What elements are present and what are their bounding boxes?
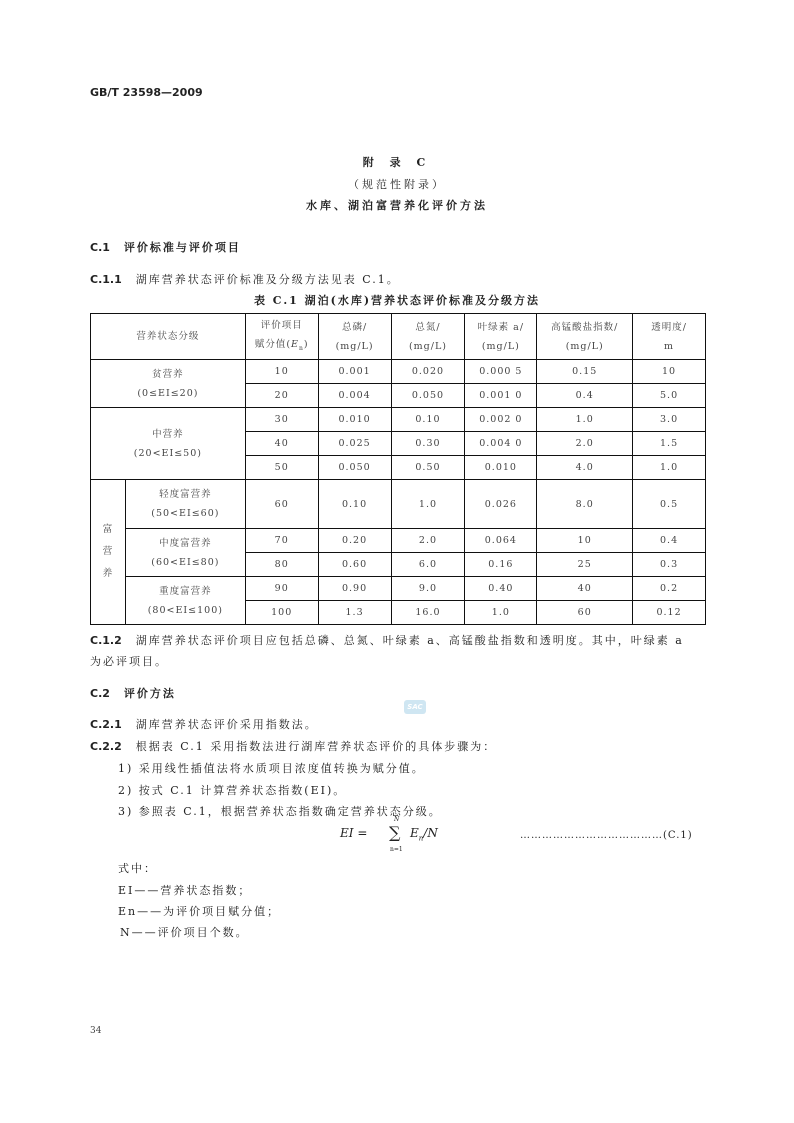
table-cell: 0.010 xyxy=(465,456,537,480)
table-cell: 10 xyxy=(537,529,633,553)
clause-c12-continued: 为必评项目。 xyxy=(90,655,168,668)
appendix-type: （规范性附录） xyxy=(348,178,446,191)
table-row xyxy=(91,577,706,601)
table-cell: 0.40 xyxy=(465,577,537,601)
standard-number: GB/T 23598—2009 xyxy=(90,86,203,99)
header-cell: 营养状态分级 xyxy=(91,314,246,360)
table-cell: 0.20 xyxy=(318,529,391,553)
header-cell: 评价项目 赋分值$(E_n)$ xyxy=(245,314,318,360)
clause-text: 湖库营养状态评价项目应包括总磷、总氮、叶绿素 a、高锰酸盐指数和透明度。其中，叶绿素 a xyxy=(135,634,684,647)
where-item: N——评价项目个数。 xyxy=(120,926,249,939)
table-header-row xyxy=(91,314,706,360)
section-number: C.1 xyxy=(90,241,110,254)
formula-lhs: EI = xyxy=(340,826,368,840)
table-cell: 60 xyxy=(537,601,633,625)
page-number: 34 xyxy=(90,1026,102,1036)
formula-rhs: $E_n/N$ xyxy=(410,826,438,843)
header-cell: 总磷/ (mg/L) xyxy=(318,314,391,360)
table-cell: 0.026 xyxy=(465,480,537,529)
clause-c12 xyxy=(90,632,684,648)
sigma-lower: n=1 xyxy=(390,846,403,853)
clause-c11 xyxy=(90,271,400,287)
table-cell: 0.004 xyxy=(318,384,391,408)
table-cell: 0.025 xyxy=(318,432,391,456)
table-cell: 0.10 xyxy=(318,480,391,529)
table-cell: 0.16 xyxy=(465,553,537,577)
section-title: 评价标准与评价项目 xyxy=(123,241,241,254)
table-cell: 20 xyxy=(245,384,318,408)
table-cell: 70 xyxy=(245,529,318,553)
table-cell: 1.0 xyxy=(465,601,537,625)
table-cell: 10 xyxy=(245,360,318,384)
trophic-status-table xyxy=(90,313,706,625)
step-item: 3) 参照表 C.1，根据营养状态指数确定营养状态分级。 xyxy=(118,805,442,818)
table-cell: 0.90 xyxy=(318,577,391,601)
sigma-symbol: ∑ xyxy=(389,823,401,842)
clause-c21 xyxy=(90,716,318,732)
section-number: C.2 xyxy=(90,687,110,700)
group-cell: 中营养 (20<EI≤50) xyxy=(91,408,246,480)
table-cell: 0.4 xyxy=(537,384,633,408)
table-cell: 0.15 xyxy=(537,360,633,384)
table-cell: 0.002 0 xyxy=(465,408,537,432)
table-caption: 表 C.1 湖泊(水库)营养状态评价标准及分级方法 xyxy=(253,294,541,307)
table-cell: 0.12 xyxy=(633,601,706,625)
table-cell: 3.0 xyxy=(633,408,706,432)
header-cell: 高锰酸盐指数/ (mg/L) xyxy=(537,314,633,360)
subgroup-cell: 轻度富营养 (50<EI≤60) xyxy=(125,480,245,529)
table-cell: 0.050 xyxy=(318,456,391,480)
where-item: EI——营养状态指数； xyxy=(118,884,252,897)
table-cell: 0.50 xyxy=(391,456,465,480)
table-cell: 0.010 xyxy=(318,408,391,432)
table-row xyxy=(91,480,706,529)
table-cell: 0.10 xyxy=(391,408,465,432)
table-cell: 0.30 xyxy=(391,432,465,456)
clause-text: 湖库营养状态评价采用指数法。 xyxy=(135,718,318,731)
table-cell: 0.001 0 xyxy=(465,384,537,408)
table-cell: 1.3 xyxy=(318,601,391,625)
clause-text: 湖库营养状态评价标准及分级方法见表 C.1。 xyxy=(135,273,400,286)
clause-text: 根据表 C.1 采用指数法进行湖库营养状态评价的具体步骤为： xyxy=(135,740,497,753)
table-cell: 1.5 xyxy=(633,432,706,456)
table-cell: 2.0 xyxy=(391,529,465,553)
table-cell: 10 xyxy=(633,360,706,384)
table-cell: 60 xyxy=(245,480,318,529)
table-cell: 0.3 xyxy=(633,553,706,577)
table-cell: 50 xyxy=(245,456,318,480)
table-row xyxy=(91,408,706,432)
table-cell: 40 xyxy=(245,432,318,456)
clause-number: C.1.2 xyxy=(90,634,122,647)
table-cell: 90 xyxy=(245,577,318,601)
table-row xyxy=(91,360,706,384)
where-item: En——为评价项目赋分值； xyxy=(118,905,281,918)
table-cell: 100 xyxy=(245,601,318,625)
section-c2-heading xyxy=(90,685,176,701)
table-cell: 80 xyxy=(245,553,318,577)
table-cell: 6.0 xyxy=(391,553,465,577)
table-cell: 0.000 5 xyxy=(465,360,537,384)
table-cell: 2.0 xyxy=(537,432,633,456)
table-cell: 0.050 xyxy=(391,384,465,408)
table-cell: 0.001 xyxy=(318,360,391,384)
group-cell: 贫营养 (0≤EI≤20) xyxy=(91,360,246,408)
table-cell: 8.0 xyxy=(537,480,633,529)
table-cell: 0.064 xyxy=(465,529,537,553)
table-cell: 30 xyxy=(245,408,318,432)
clause-c22 xyxy=(90,738,496,754)
table-cell: 16.0 xyxy=(391,601,465,625)
table-cell: 0.4 xyxy=(633,529,706,553)
table-cell: 5.0 xyxy=(633,384,706,408)
table-cell: 0.5 xyxy=(633,480,706,529)
clause-number: C.1.1 xyxy=(90,273,122,286)
table-cell: 0.2 xyxy=(633,577,706,601)
table-cell: 1.0 xyxy=(633,456,706,480)
equation-number: …………………………………(C.1) xyxy=(520,830,693,841)
section-title: 评价方法 xyxy=(123,687,176,700)
clause-number: C.2.2 xyxy=(90,740,122,753)
header-cell: 透明度/ m xyxy=(633,314,706,360)
clause-number: C.2.1 xyxy=(90,718,122,731)
sac-watermark: SAC xyxy=(404,700,426,714)
sigma-upper: N xyxy=(394,816,400,823)
section-c1-heading xyxy=(90,239,241,255)
appendix-name: 水库、湖泊富营养化评价方法 xyxy=(306,199,488,212)
subgroup-cell: 重度富营养 (80<EI≤100) xyxy=(125,577,245,625)
table-cell: 1.0 xyxy=(391,480,465,529)
table-cell: 0.60 xyxy=(318,553,391,577)
subgroup-cell: 中度富营养 (60<EI≤80) xyxy=(125,529,245,577)
appendix-title: 附 录 C xyxy=(362,156,432,169)
table-cell: 25 xyxy=(537,553,633,577)
table-cell: 40 xyxy=(537,577,633,601)
step-item: 1) 采用线性插值法将水质项目浓度值转换为赋分值。 xyxy=(118,762,425,775)
header-cell: 总氮/ (mg/L) xyxy=(391,314,465,360)
table-cell: 1.0 xyxy=(537,408,633,432)
where-label: 式中： xyxy=(118,862,157,875)
table-cell: 0.020 xyxy=(391,360,465,384)
header-cell: 叶绿素 a/ (mg/L) xyxy=(465,314,537,360)
group-cell-eutrophic: 富营养 xyxy=(91,480,126,625)
table-row xyxy=(91,529,706,553)
table-cell: 9.0 xyxy=(391,577,465,601)
step-item: 2) 按式 C.1 计算营养状态指数(EI)。 xyxy=(118,784,347,797)
table-cell: 0.004 0 xyxy=(465,432,537,456)
table-cell: 4.0 xyxy=(537,456,633,480)
